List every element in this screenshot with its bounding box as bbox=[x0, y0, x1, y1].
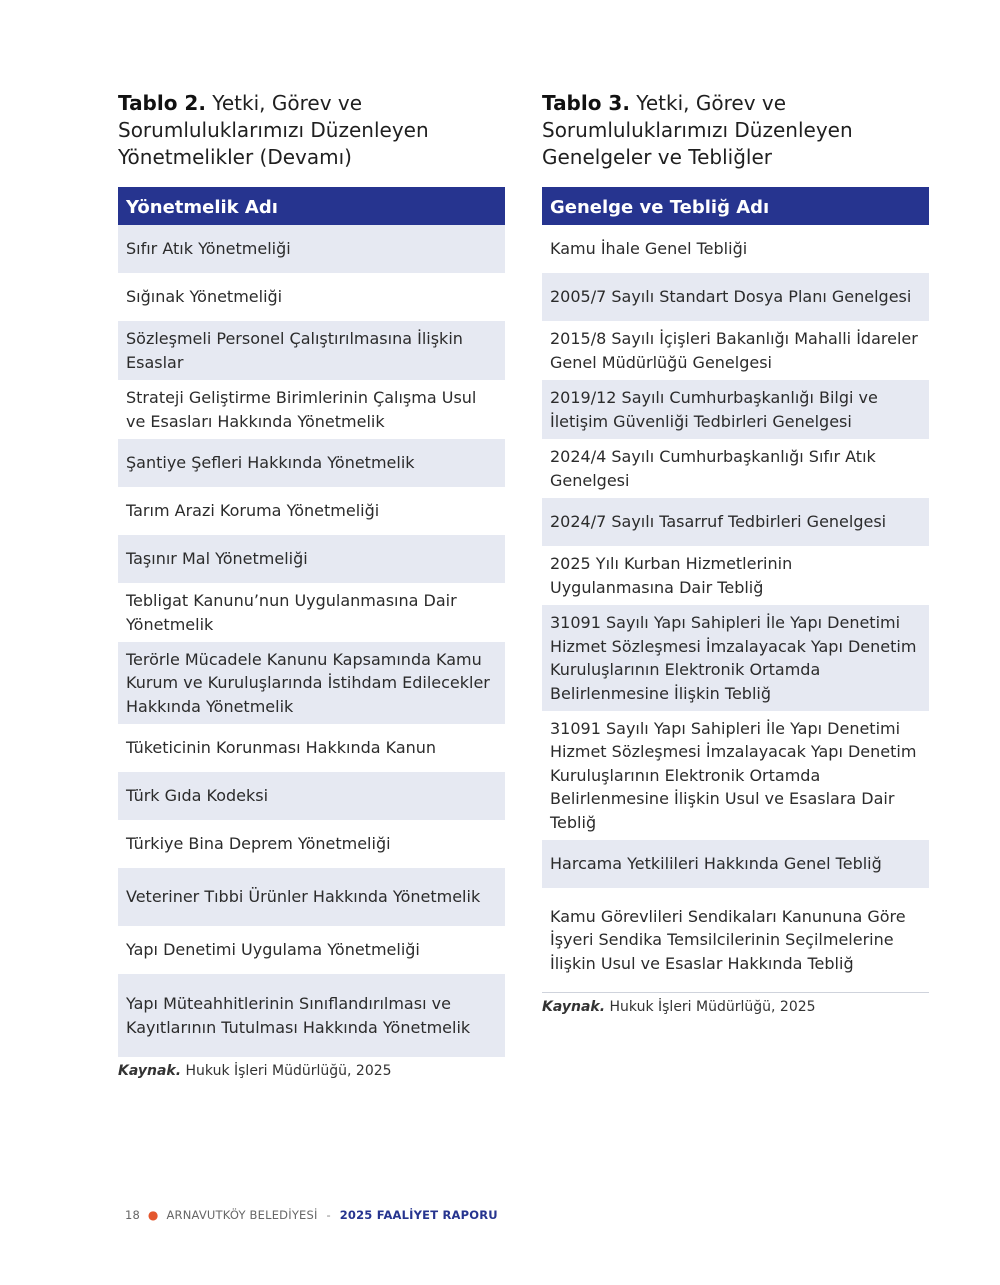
organization-name: ARNAVUTKÖY BELEDİYESİ bbox=[166, 1208, 318, 1222]
table-3 bbox=[542, 90, 929, 1015]
table-3-caption: Yetki, Görev ve Sorumluluklarımızı Düzenleyen Genelgeler ve Tebliğler bbox=[542, 91, 853, 169]
table-row: Sözleşmeli Personel Çalıştırılmasına İlişkin Esaslar bbox=[118, 321, 505, 380]
table-2 bbox=[118, 90, 505, 1079]
table-3-title bbox=[542, 90, 929, 187]
table-row: Sıfır Atık Yönetmeliği bbox=[118, 225, 505, 273]
table-row: Şantiye Şefleri Hakkında Yönetmelik bbox=[118, 439, 505, 487]
table-row: 2015/8 Sayılı İçişleri Bakanlığı Mahalli İdareler Genel Müdürlüğü Genelgesi bbox=[550, 329, 918, 372]
table-row: Tarım Arazi Koruma Yönetmeliği bbox=[126, 501, 380, 521]
table-3-source bbox=[542, 999, 929, 1015]
table-3-header: Genelge ve Tebliğ Adı bbox=[542, 187, 929, 225]
table-3-label: Tablo 3. bbox=[542, 91, 630, 115]
table-row: Yapı Müteahhitlerinin Sınıflandırılması ve Kayıtlarının Tutulması Hakkında Yönetmelik bbox=[118, 974, 505, 1057]
page-footer bbox=[125, 1208, 498, 1222]
page-number: 18 bbox=[125, 1208, 141, 1222]
table-row: 2005/7 Sayılı Standart Dosya Planı Genelgesi bbox=[542, 273, 929, 321]
table-2-caption: Yetki, Görev ve Sorumluluklarımızı Düzenleyen Yönetmelikler (Devamı) bbox=[118, 91, 429, 169]
table-row: Strateji Geliştirme Birimlerinin Çalışma Usul ve Esasları Hakkında Yönetmelik bbox=[126, 388, 477, 431]
source-label: Kaynak. bbox=[118, 1063, 182, 1079]
table-row: Kamu Görevlileri Sendikaları Kanununa Göre İşyeri Sendika Temsilcilerinin Seçilmelerine İlişkin Usul ve Esaslar Hakkında Tebliğ bbox=[542, 888, 929, 993]
table-row: Tüketicinin Korunması Hakkında Kanun bbox=[126, 738, 437, 758]
table-row: 31091 Sayılı Yapı Sahipleri İle Yapı Denetimi Hizmet Sözleşmesi İmzalayacak Yapı Denetim Kuruluşlarının Elektronik Ortamda Belirlenmesine İlişkin Usul ve Esaslara Dair Tebliğ bbox=[550, 718, 917, 832]
source-text: Hukuk İşleri Müdürlüğü, 2025 bbox=[605, 999, 816, 1015]
table-2-title bbox=[118, 90, 505, 187]
table-row: Kamu İhale Genel Tebliği bbox=[550, 239, 748, 259]
source-label: Kaynak. bbox=[542, 999, 606, 1015]
table-row: 2025 Yılı Kurban Hizmetlerinin Uygulanmasına Dair Tebliğ bbox=[550, 554, 793, 597]
table-row: 2024/4 Sayılı Cumhurbaşkanlığı Sıfır Atık Genelgesi bbox=[550, 447, 876, 490]
table-row: Veteriner Tıbbi Ürünler Hakkında Yönetmelik bbox=[118, 868, 505, 926]
table-row: 2019/12 Sayılı Cumhurbaşkanlığı Bilgi ve İletişim Güvenliği Tedbirleri Genelgesi bbox=[542, 380, 929, 439]
table-row: Sığınak Yönetmeliği bbox=[126, 287, 283, 307]
table-row: Yapı Denetimi Uygulama Yönetmeliği bbox=[126, 940, 420, 960]
table-row: Taşınır Mal Yönetmeliği bbox=[118, 535, 505, 583]
table-row: Harcama Yetkilileri Hakkında Genel Tebliğ bbox=[542, 840, 929, 888]
table-row: Tebligat Kanunu’nun Uygulanmasına Dair Yönetmelik bbox=[126, 591, 457, 634]
table-row: 31091 Sayılı Yapı Sahipleri İle Yapı Denetimi Hizmet Sözleşmesi İmzalayacak Yapı Denetim Kuruluşlarının Elektronik Ortamda Belirlenmesine İlişkin Tebliğ bbox=[542, 605, 929, 711]
footer-separator: - bbox=[326, 1208, 331, 1222]
source-text: Hukuk İşleri Müdürlüğü, 2025 bbox=[181, 1063, 392, 1079]
table-row: Terörle Mücadele Kanunu Kapsamında Kamu Kurum ve Kuruluşlarında İstihdam Edilecekler Hakkında Yönetmelik bbox=[118, 642, 505, 724]
table-row: Türk Gıda Kodeksi bbox=[118, 772, 505, 820]
table-row: Türkiye Bina Deprem Yönetmeliği bbox=[126, 834, 391, 854]
table-2-label: Tablo 2. bbox=[118, 91, 206, 115]
bullet-dot-icon: ● bbox=[147, 1208, 159, 1222]
table-row: 2024/7 Sayılı Tasarruf Tedbirleri Genelgesi bbox=[542, 498, 929, 546]
report-title: 2025 FAALİYET RAPORU bbox=[339, 1208, 498, 1222]
table-2-header: Yönetmelik Adı bbox=[118, 187, 505, 225]
table-2-source bbox=[118, 1063, 505, 1079]
